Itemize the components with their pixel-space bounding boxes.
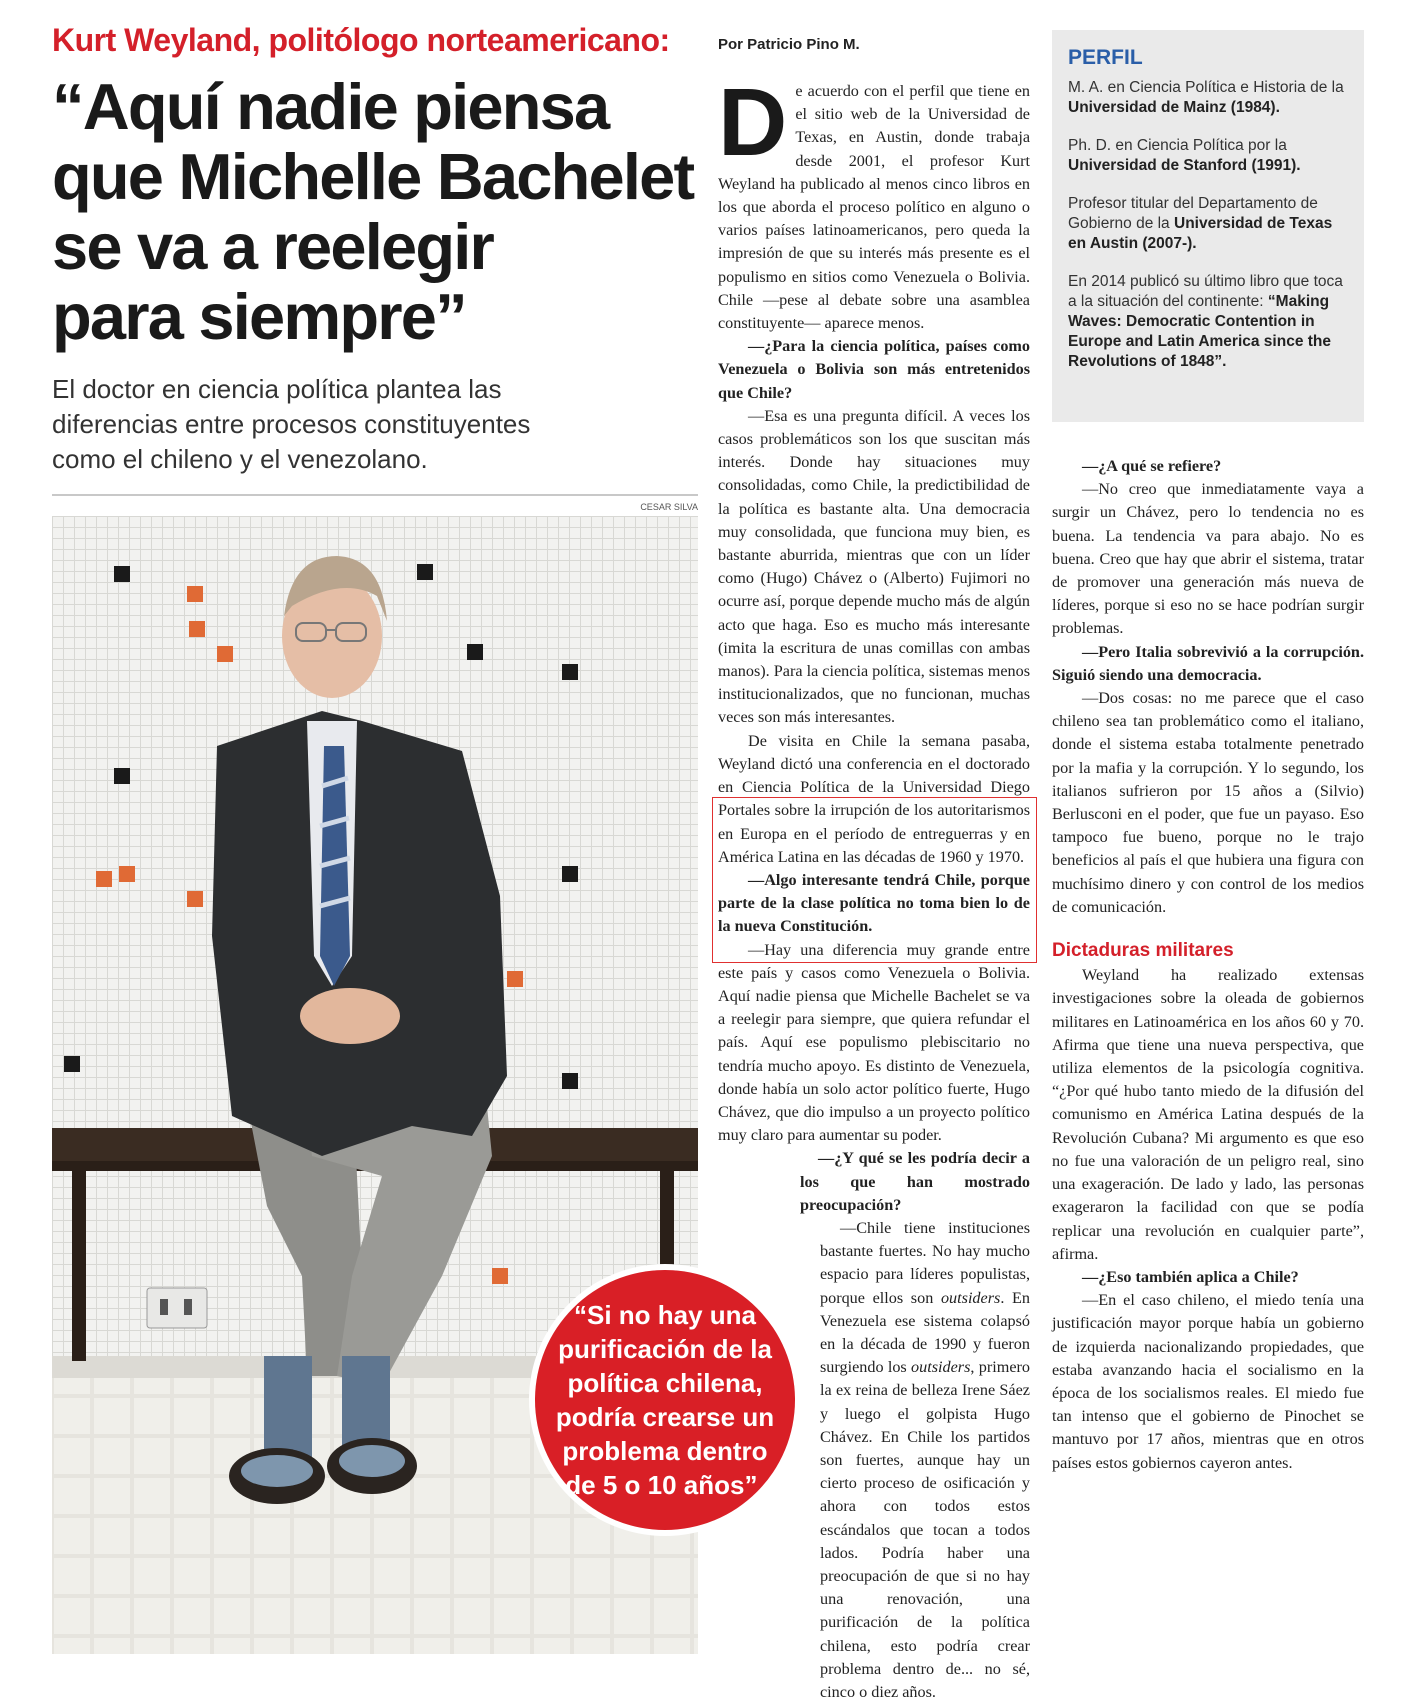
interview-answer: —Hay una diferencia muy grande entre este país y casos como Venezuela o Bolivia. Aquí nadie piensa que Michelle Bachelet se va a reelegir para siempre, que quiera refundar el país. Aquí ese populismo plebiscitario no tendría mucho apoyo. Es distinto de Venezuela, donde había un solo actor político fuerte, Hugo Chávez, que dio impulso a un proyecto político muy claro para aumentar su poder. (718, 940, 1030, 1145)
profile-item: En 2014 publicó su último libro que toca a la situación del continente: “Making Waves: Democratic Contention in Europe and Latin America since the Revolutions of 1848”. (1068, 273, 1343, 370)
kicker: Kurt Weyland, politólogo norteamericano: (52, 22, 670, 58)
interview-question: —Pero Italia sobrevivió a la corrupción. Siguió siendo una democracia. (1052, 642, 1364, 684)
headline-line: se va a reelegir (52, 210, 493, 283)
interview-answer: —Chile tiene instituciones bastante fuertes. No hay mucho espacio para líderes populistas, porque ellos son outsiders. En Venezuela ese sistema colapsó en la década de 1990 y fueron surgiendo los outsiders, primero la ex reina de belleza Irene Sáez y luego el golpista Hugo Chávez. En Chile los partidos son fuertes, aunque hay un cierto proceso de osificación y ahora con todos estos escándalos que tocan a todos lados. Podría haber una preocupación de que si no hay una renovación, una purificación de la política chilena, esto podría crear problema dentro de... no sé, cinco o diez años. (820, 1218, 1031, 1702)
profile-title: PERFIL (1068, 46, 1143, 69)
pull-quote-text: “Si no hay una purificación de la política chilena, podría crearse un problema dentro de 5 o 10 años”. (555, 1300, 775, 1500)
pull-quote-bubble (535, 1270, 795, 1530)
interview-question: —¿Eso también aplica a Chile? (1082, 1267, 1299, 1286)
interview-question: —¿Y qué se les podría decir a los que han mostrado preocupación? (800, 1149, 1030, 1214)
profile-item: Profesor titular del Departamento de Gobierno de la Universidad de Texas en Austin (2007-). (1068, 195, 1333, 252)
section-subtitle: Dictaduras militares (1052, 940, 1234, 962)
headline-line: “Aquí nadie piensa (52, 70, 609, 143)
subhead-line: El doctor en ciencia política plantea las (52, 374, 502, 404)
subhead (52, 372, 692, 477)
headline-line: para siempre” (52, 280, 466, 353)
profile-item: Ph. D. en Ciencia Política por la Universidad de Stanford (1991). (1068, 137, 1301, 174)
divider (52, 494, 698, 496)
article-paragraph: De visita en Chile la semana pasaba, Weyland dictó una conferencia en el doctorado en Ciencia Política de la Universidad Diego Portales sobre la irrupción de los autoritarismos en Europa en el período de entreguerras y en América Latina en las décadas de 1960 y 1970. (718, 731, 1030, 866)
interview-answer: —No creo que inmediatamente vaya a surgir un Chávez, pero lo tendencia no es buena. La tendencia va para abajo. No es buena. Creo que hay que abrir el sistema, tratar de promover una generación más nueva de líderes, porque si eso no se hace podrían surgir problemas. (1052, 480, 1364, 638)
article-paragraph: Weyland ha realizado extensas investigaciones sobre la oleada de gobiernos militares en Latinoamérica en los años 60 y 70. Afirma que tiene una nueva perspectiva, que utiliza elementos de la psicología cognitiva. “¿Por qué hubo tanto miedo de la difusión del comunismo en América Latina después de la Revolución Cubana? Mi argumento es que eso no fue una valoración de un peligro real, sino una exageración. De lado y lado, las personas exageraron la facilidad con que se podía replicar una revolución en cualquier parte”, afirma. (1052, 966, 1364, 1263)
subhead-line: diferencias entre procesos constituyentes (52, 409, 531, 439)
article-column-2 (1052, 455, 1364, 1475)
profile-box (1052, 30, 1364, 422)
interview-question: —Algo interesante tendrá Chile, porque parte de la clase política no toma bien lo de la nueva Constitución. (718, 870, 1030, 936)
man-jacket (212, 711, 507, 1156)
interview-answer: —En el caso chileno, el miedo tenía una justificación mayor porque había un gobierno de izquierda nacionalizando propiedades, que estaba avanzando hacia el socialismo en la época de los socialismos reales. El miedo fue tan intenso que el gobierno de Pinochet se mantuvo por 17 años, mientras que en otros países estos gobiernos cayeron antes. (1052, 1291, 1364, 1472)
headline-line: que Michelle Bachelet (52, 140, 694, 213)
byline: Por Patricio Pino M. (718, 36, 860, 53)
article-paragraph: De acuerdo con el perfil que tiene en el sitio web de la Universidad de Texas, en Austin, donde trabaja desde 2001, el profesor Kurt Weyland ha publicado al menos cinco libros en los que aborda el proceso político en alguno o varios países latinoamericanos, pero queda la impresión de que su interés más presente es el populismo en sitios como Venezuela o Bolivia. Chile —pese al debate sobre una asamblea constituyente— aparece menos. (718, 69, 1030, 333)
wall-outlet (147, 1288, 207, 1328)
profile-item: M. A. en Ciencia Política e Historia de la Universidad de Mainz (1984). (1068, 79, 1344, 116)
drop-cap: D (718, 69, 788, 176)
photo-credit: CESAR SILVA (640, 502, 698, 512)
interview-answer: —Esa es una pregunta difícil. A veces los casos problemáticos son los que suscitan más interés. Donde hay situaciones muy consolidadas, como Chile, la predictibilidad de la política es bastante alta. Una democracia muy consolidada, que funciona muy bien, es bastante aburrida, mientras que con un líder como (Hugo) Chávez o (Alberto) Fujimori no ocurre así, porque depende mucho más de algún acto que haga. Eso es mucho más interesante (imita la escritura de unas comillas con ambas manos). Para la ciencia política, sistemas menos institucionalizados, que no funcionan, muchas veces son más interesantes. (718, 406, 1030, 727)
interview-answer: —Dos cosas: no me parece que el caso chileno sea tan problemático como el italiano, donde el sistema estaba totalmente penetrado por la mafia y la corrupción. Y lo segundo, los italianos sufrieron por 15 años a (Silvio) Berlusconi en el poder, que fue un payaso. Eso tampoco fue bueno, porque no le trajo beneficios al país el que hubiera una figura con muchísimo dinero y con control de los medios de comunicación. (1052, 689, 1364, 916)
interview-question: —¿Para la ciencia política, países como Venezuela o Bolivia son más entretenidos que Chile? (718, 337, 1030, 402)
subhead-line: como el chileno y el venezolano. (52, 444, 428, 474)
headline (52, 72, 692, 352)
interview-question: —¿A qué se refiere? (1082, 457, 1222, 475)
